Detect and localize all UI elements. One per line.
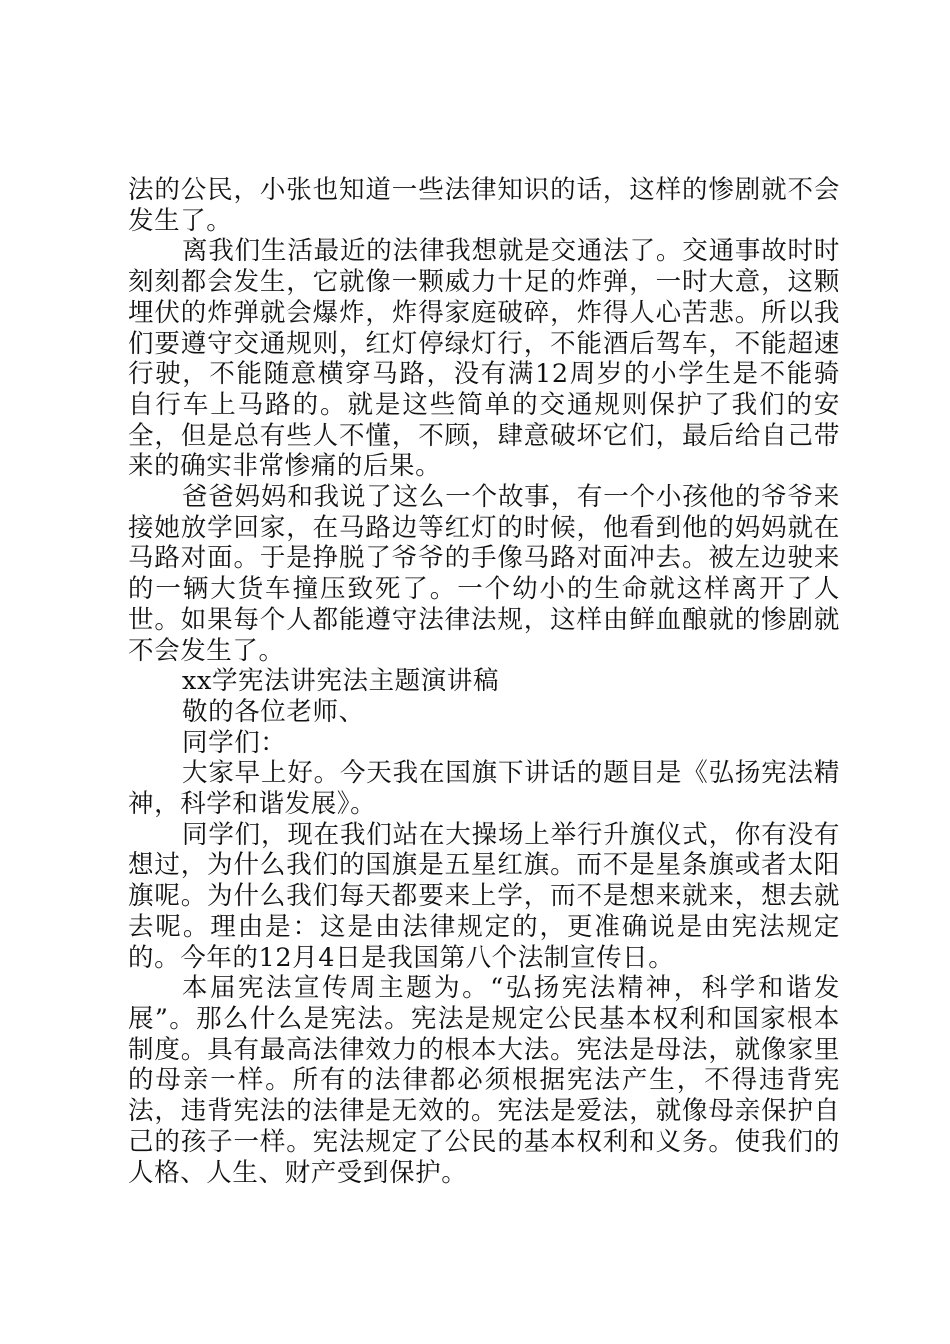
paragraph-2: 离我们生活最近的法律我想就是交通法了。交通事故时时刻刻都会发生，它就像一颗威力十足的炸弹，一时大意，这颗埋伏的炸弹就会爆炸，炸得家庭破碎，炸得人心苦悲。所以我们要遵守交通规则，红灯停绿灯行，不能酒后驾车，不能超速行驶，不能随意横穿马路，没有满12周岁的小学生是不能骑自行车上马路的。就是这些简单的交通规则保护了我们的安全，但是总有些人不懂，不顾，肆意破坏它们，最后给自己带来的确实非常惨痛的后果。 (128, 236, 840, 482)
paragraph-1: 法的公民，小张也知道一些法律知识的话，这样的惨剧就不会发生了。 (128, 175, 840, 236)
paragraph-3: 爸爸妈妈和我说了这么一个故事，有一个小孩他的爷爷来接她放学回家，在马路边等红灯的时候，他看到他的妈妈就在马路对面。于是挣脱了爷爷的手像马路对面冲去。被左边驶来的一辆大货车撞压致死了。一个幼小的生命就这样离开了人世。如果每个人都能遵守法律法规，这样由鲜血酿就的惨剧就不会发生了。 (128, 482, 840, 666)
paragraph-flag: 同学们，现在我们站在大操场上举行升旗仪式，你有没有想过，为什么我们的国旗是五星红旗。而不是星条旗或者太阳旗呢。为什么我们每天都要来上学，而不是想来就来，想去就去呢。理由是：这是由法律规定的，更准确说是由宪法规定的。今年的12月4日是我国第八个法制宣传日。 (128, 819, 840, 973)
salutation-line-1: 敬的各位老师、 (182, 696, 365, 727)
salutation-line-2: 同学们： (182, 727, 287, 758)
speech-title: xx学宪法讲宪法主题演讲稿 (182, 666, 500, 697)
paragraph-greeting: 大家早上好。今天我在国旗下讲话的题目是《弘扬宪法精神，科学和谐发展》。 (128, 758, 840, 820)
paragraph-constitution: 本届宪法宣传周主题为。“弘扬宪法精神，科学和谐发展”。那么什么是宪法。宪法是规定公民基本权利和国家根本制度。具有最高法律效力的根本大法。宪法是母法，就像家里的母亲一样。所有的法律都必须根据宪法产生，不得违背宪法，违背宪法的法律是无效的。宪法是爱法，就像母亲保护自己的孩子一样。宪法规定了公民的基本权利和义务。使我们的人格、人生、财产受到保护。 (128, 973, 840, 1188)
document-body (128, 175, 840, 1188)
